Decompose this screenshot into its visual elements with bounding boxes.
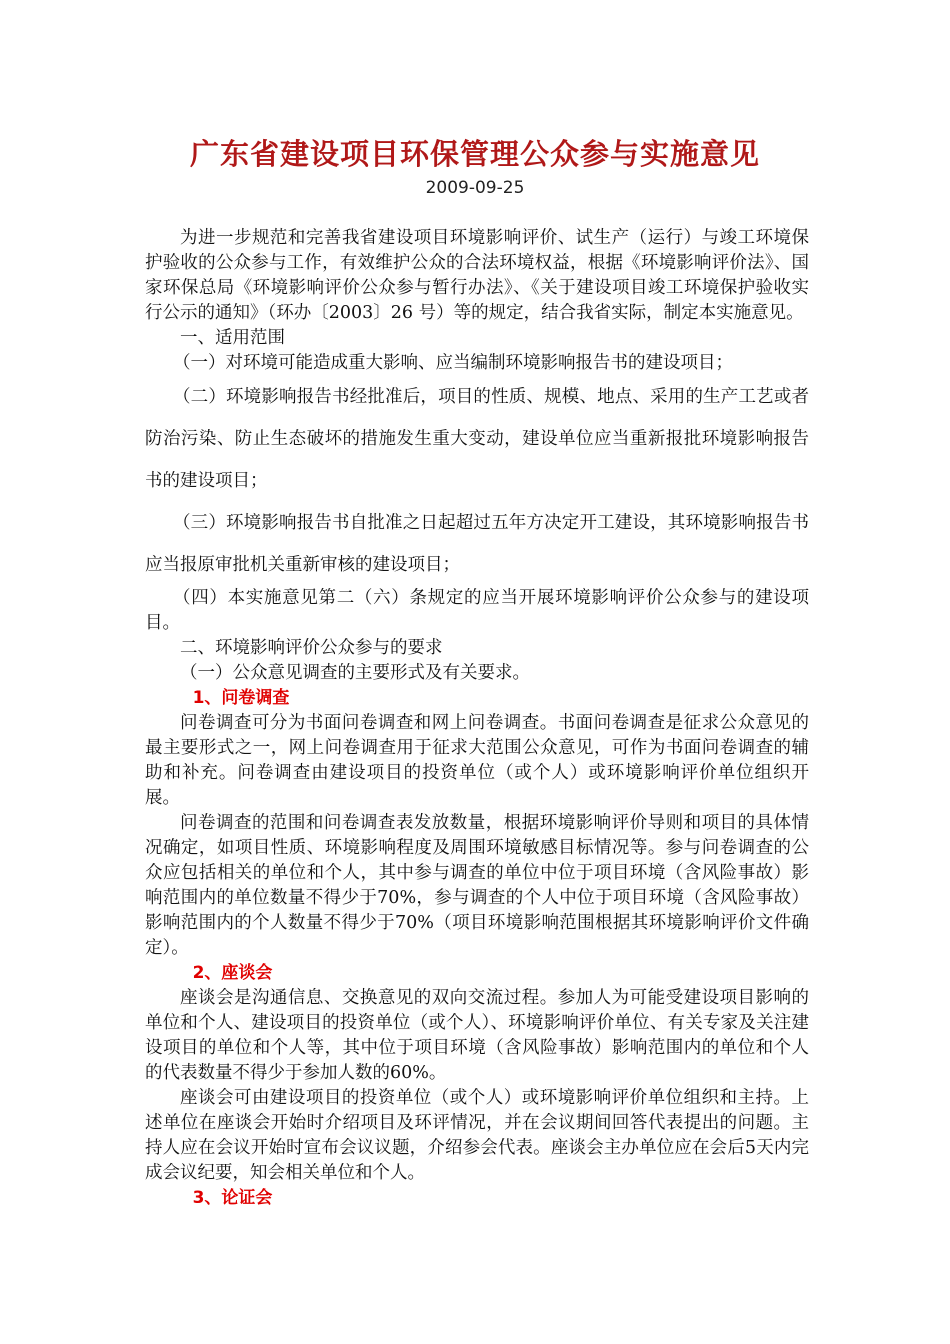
scope-item-4: （四）本实施意见第二（六）条规定的应当开展环境影响评价公众参与的建设项目。 xyxy=(145,588,809,633)
forum-paragraph-2: 座谈会可由建设项目的投资单位（或个人）或环境影响评价单位组织和主持。上述单位在座谈会开始时介绍项目及环评情况，并在会议期间回答代表提出的问题。主持人应在会议开始时宣布会议议题，介绍参会代表。座谈会主办单位应在会后5天内完成会议纪要，知会相关单位和个人。 xyxy=(145,1088,809,1183)
scope-item-1: （一）对环境可能造成重大影响、应当编制环境影响报告书的建设项目； xyxy=(173,353,733,373)
subheading-hearing: 3、论证会 xyxy=(192,1188,273,1208)
subheading-forum: 2、座谈会 xyxy=(192,963,273,983)
questionnaire-paragraph-1: 问卷调查可分为书面问卷调查和网上问卷调查。书面问卷调查是征求公众意见的最主要形式之一，网上问卷调查用于征求大范围公众意见，可作为书面问卷调查的辅助和补充。问卷调查由建设项目的投资单位（或个人）或环境影响评价单位组织开展。 xyxy=(145,713,809,808)
document-title: 广东省建设项目环保管理公众参与实施意见 xyxy=(189,137,760,171)
document-date: 2009-09-25 xyxy=(425,178,525,198)
intro-paragraph: 为进一步规范和完善我省建设项目环境影响评价、试生产（运行）与竣工环境保护验收的公众参与工作，有效维护公众的合法环境权益，根据《环境影响评价法》、国家环保总局《环境影响评价公众参与暂行办法》、《关于建设项目竣工环境保护验收实行公示的通知》（环办〔2003〕26 号）等的规定，结合我省实际，制定本实施意见。 xyxy=(145,228,809,323)
section-heading-scope: 一、适用范围 xyxy=(180,328,285,348)
requirements-item-1: （一）公众意见调查的主要形式及有关要求。 xyxy=(180,663,530,683)
scope-item-3: （三）环境影响报告书自批准之日起超过五年方决定开工建设，其环境影响报告书应当报原审批机关重新审核的建设项目； xyxy=(145,513,809,575)
section-heading-requirements: 二、环境影响评价公众参与的要求 xyxy=(180,638,443,658)
document-body xyxy=(145,226,809,1211)
subheading-questionnaire: 1、问卷调查 xyxy=(192,688,290,708)
scope-item-2: （二）环境影响报告书经批准后，项目的性质、规模、地点、采用的生产工艺或者防治污染、防止生态破坏的措施发生重大变动，建设单位应当重新报批环境影响报告书的建设项目； xyxy=(145,387,809,491)
questionnaire-paragraph-2: 问卷调查的范围和问卷调查表发放数量，根据环境影响评价导则和项目的具体情况确定，如项目性质、环境影响程度及周围环境敏感目标情况等。参与问卷调查的公众应包括相关的单位和个人，其中参与调查的单位中位于项目环境（含风险事故）影响范围内的单位数量不得少于70%，参与调查的个人中位于项目环境（含风险事故）影响范围内的个人数量不得少于70%（项目环境影响范围根据其环境影响评价文件确定）。 xyxy=(145,813,809,958)
forum-paragraph-1: 座谈会是沟通信息、交换意见的双向交流过程。参加人为可能受建设项目影响的单位和个人、建设项目的投资单位（或个人）、环境影响评价单位、有关专家及关注建设项目的单位和个人等，其中位于项目环境（含风险事故）影响范围内的单位和个人的代表数量不得少于参加人数的60%。 xyxy=(145,988,809,1083)
